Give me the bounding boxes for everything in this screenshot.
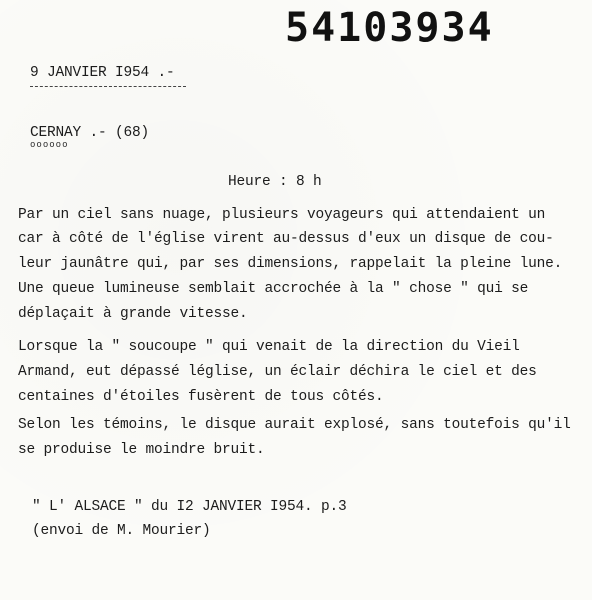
- sender-note: (envoi de M. Mourier): [32, 523, 211, 539]
- body-line-3: leur jaunâtre qui, par ses dimensions, rappelait la pleine lune.: [18, 256, 563, 272]
- date-line: 9 JANVIER I954 .-: [30, 65, 175, 81]
- body-line-10: se produise le moindre bruit.: [18, 442, 265, 458]
- body-line-7: Armand, eut dépassé léglise, un éclair déchira le ciel et des: [18, 364, 537, 380]
- date-underline: [30, 86, 186, 87]
- body-line-6: Lorsque la " soucoupe " qui venait de la direction du Vieil: [18, 339, 520, 355]
- body-line-1: Par un ciel sans nuage, plusieurs voyageurs qui attendaient un: [18, 207, 546, 223]
- body-line-8: centaines d'étoiles fusèrent de tous côtés.: [18, 389, 384, 405]
- body-line-9: Selon les témoins, le disque aurait explosé, sans toutefois qu'il: [18, 417, 571, 433]
- location-heading: CERNAY .- (68): [30, 125, 150, 141]
- body-line-5: déplaçait à grande vitesse.: [18, 306, 248, 322]
- source-reference: " L' ALSACE " du I2 JANVIER I954. p.3: [32, 499, 347, 515]
- time-line: Heure : 8 h: [228, 174, 322, 190]
- document-number: 54103934: [285, 5, 494, 51]
- body-line-4: Une queue lumineuse semblait accrochée à la " chose " qui se: [18, 281, 529, 297]
- body-line-2: car à côté de l'église virent au-dessus d'eux un disque de cou-: [18, 231, 554, 247]
- location-underline: oooooo: [30, 140, 69, 150]
